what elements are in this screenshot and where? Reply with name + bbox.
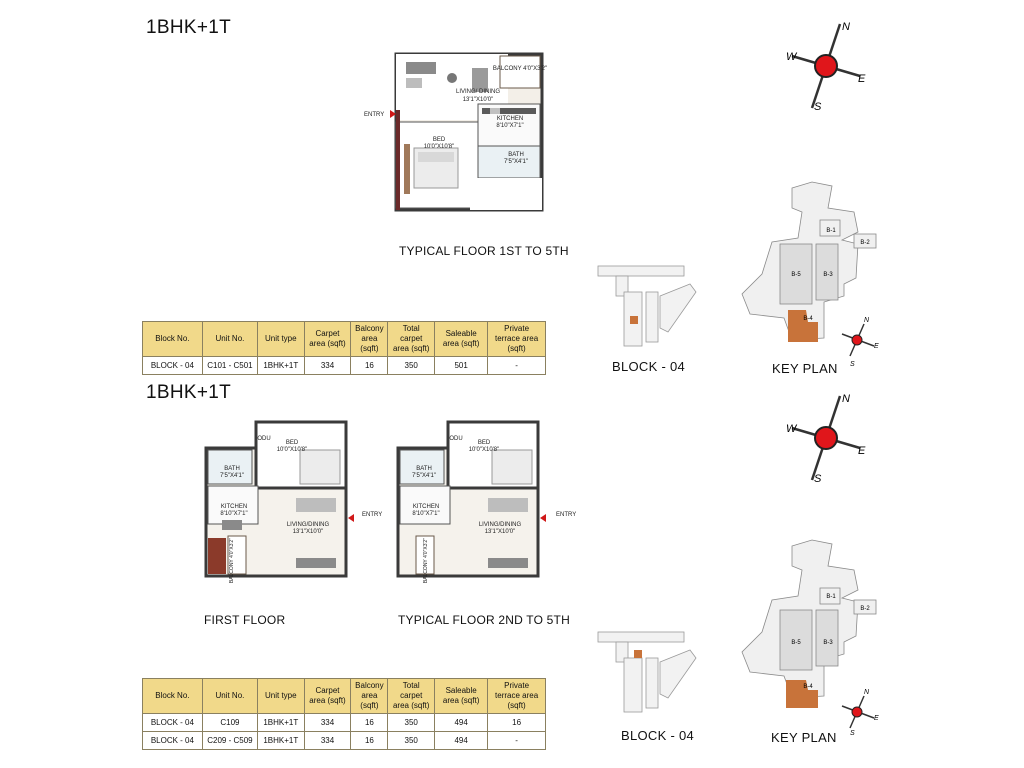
col-block-no: Block No. [143,322,203,357]
table-cell: - [488,357,546,375]
col-unit-type: Unit type [258,322,304,357]
terrace-label: PRIVATE TERRACE [200,540,205,577]
table-cell: 350 [388,732,435,750]
unit-highlight [630,316,638,324]
compass-w: W [786,423,797,435]
col-saleable-area: Saleable area (sqft) [435,322,488,357]
block-caption-top: BLOCK - 04 [612,359,686,374]
bed-dim: 10'0"X10'8" [276,447,308,453]
table-cell: 1BHK+1T [258,714,304,732]
kitchen-label: KITCHEN [220,504,248,510]
table-cell: 334 [304,732,351,750]
svg-text:E: E [874,343,879,350]
kp-b1: B-1 [826,594,836,600]
compass-s: S [814,101,822,112]
bath-dim: 7'5"X4'1" [412,473,436,479]
entry-label: ENTRY [364,112,385,118]
col-unit-no: Unit No. [202,322,257,357]
compass-rose-top [784,16,868,112]
kp-b2: B-2 [860,606,870,612]
floor-plan-typical-1-5 [360,48,560,214]
svg-text:S: S [850,361,855,368]
compass-w: W [786,51,797,63]
table-row [143,732,546,750]
balcony-label: BALCONY 4'0"X3'2" [492,66,548,72]
compass-rose-bottom [784,388,868,484]
odu-label: ODU [449,436,463,442]
col-unit-type: Unit type [258,679,304,714]
svg-text:E: E [874,715,879,722]
compass-n: N [842,21,850,33]
key-plan-bottom [732,536,892,736]
entry-label-2: ENTRY [556,512,577,518]
kitchen-label: KITCHEN [412,504,440,510]
living-label: LIVING/DINING [478,522,522,528]
compass-s: S [814,473,822,484]
table-row [143,714,546,732]
area-table-top [142,321,546,375]
kitchen-furniture [482,108,536,114]
plan-caption-typical-1-5: TYPICAL FLOOR 1ST TO 5TH [399,244,569,258]
table-row [143,357,546,375]
table-cell: 334 [304,714,351,732]
odu-label: ODU [257,436,271,442]
table-cell: 494 [435,714,488,732]
area-table-bottom [142,678,546,750]
living-label: LIVING/DINING [286,522,330,528]
bed-dim: 10'0"X10'8" [423,144,455,150]
living-dim: 13'1"X10'0" [462,97,494,103]
floor-plan-first-floor [196,418,360,580]
bath-label: BATH [224,466,240,472]
kitchen-label: KITCHEN [496,116,524,122]
kp-b1: B-1 [826,228,836,234]
svg-text:N: N [864,317,870,324]
kp-b2: B-2 [860,240,870,246]
keyplan-caption-top: KEY PLAN [772,361,838,376]
table-cell: C101 - C501 [202,357,257,375]
balcony-label-2: BALCONY 4'0"X3'2" [423,538,429,584]
table-cell: BLOCK - 04 [143,357,203,375]
col-balcony-area: Balcony area (sqft) [351,322,388,357]
block-04-plan-bottom [594,628,698,722]
unit-type-heading-2: 1BHK+1T [146,382,232,403]
table-cell: 16 [488,714,546,732]
key-plan-top [732,178,892,372]
table-cell: 1BHK+1T [258,732,304,750]
block-caption-bottom: BLOCK - 04 [621,728,695,743]
entry-arrow-icon [348,514,354,522]
balcony-label: BALCONY 4'0"X3'2" [229,538,235,584]
block-04-plan-top [594,262,698,356]
bath-label: BATH [416,466,432,472]
bed-label: BED [285,440,299,446]
col-saleable-area: Saleable area (sqft) [435,679,488,714]
col-private-terrace: Private terrace area (sqft) [488,322,546,357]
bed-dim: 10'0"X10'8" [468,447,500,453]
col-carpet-area: Carpet area (sqft) [304,322,351,357]
table-cell: 494 [435,732,488,750]
table-cell: - [488,732,546,750]
kp-b3: B-3 [823,272,833,278]
keyplan-caption-bottom: KEY PLAN [771,730,837,745]
col-total-carpet: Total carpet area (sqft) [388,679,435,714]
living-dim: 13'1"X10'0" [292,529,324,535]
kitchen-dim: 8'10"X7'1" [220,511,248,517]
kp-b4: B-4 [803,684,813,690]
table-cell: 501 [435,357,488,375]
table-cell: C109 [202,714,257,732]
table-cell: 350 [388,357,435,375]
plan-caption-typical-2-5: TYPICAL FLOOR 2ND TO 5TH [398,613,570,627]
kitchen-dim: 8'10"X7'1" [412,511,440,517]
kp-b4: B-4 [803,316,813,322]
bed-label: BED [432,137,446,143]
table-cell: 350 [388,714,435,732]
bath-label: BATH [508,152,524,158]
living-label: LIVING/ DINING [455,89,501,95]
entry-arrow-icon [540,514,546,522]
compass-e: E [858,73,866,85]
kp-b5: B-5 [791,640,801,646]
unit-highlight [634,650,642,658]
col-balcony-area: Balcony area (sqft) [351,679,388,714]
kitchen-dim: 8'10"X7'1" [496,123,524,129]
table-cell: C209 - C509 [202,732,257,750]
table-cell: 334 [304,357,351,375]
kp-b5: B-5 [791,272,801,278]
bed-label: BED [477,440,491,446]
plan-caption-first-floor: FIRST FLOOR [204,613,286,627]
bath-dim: 7'5"X4'1" [220,473,244,479]
col-unit-no: Unit No. [202,679,257,714]
mini-compass-icon [842,317,879,368]
table-cell: 16 [351,732,388,750]
compass-center-icon [815,427,837,449]
svg-text:N: N [864,689,870,696]
table-cell: 16 [351,357,388,375]
table-cell: 1BHK+1T [258,357,304,375]
col-private-terrace: Private terrace area (sqft) [488,679,546,714]
compass-e: E [858,445,866,457]
col-total-carpet: Total carpet area (sqft) [388,322,435,357]
table-cell: BLOCK - 04 [143,714,203,732]
mini-compass-icon [842,689,879,736]
table-cell: BLOCK - 04 [143,732,203,750]
col-block-no: Block No. [143,679,203,714]
kp-b3: B-3 [823,640,833,646]
svg-text:S: S [850,730,855,736]
compass-n: N [842,393,850,405]
table-cell: 16 [351,714,388,732]
entry-label-1: ENTRY [362,512,383,518]
compass-center-icon [815,55,837,77]
bath-dim: 7'5"X4'1" [504,159,528,165]
col-carpet-area: Carpet area (sqft) [304,679,351,714]
unit-type-heading: 1BHK+1T [146,17,232,38]
living-dim: 13'1"X10'0" [484,529,516,535]
floor-plan-typical-2-5 [388,418,552,580]
